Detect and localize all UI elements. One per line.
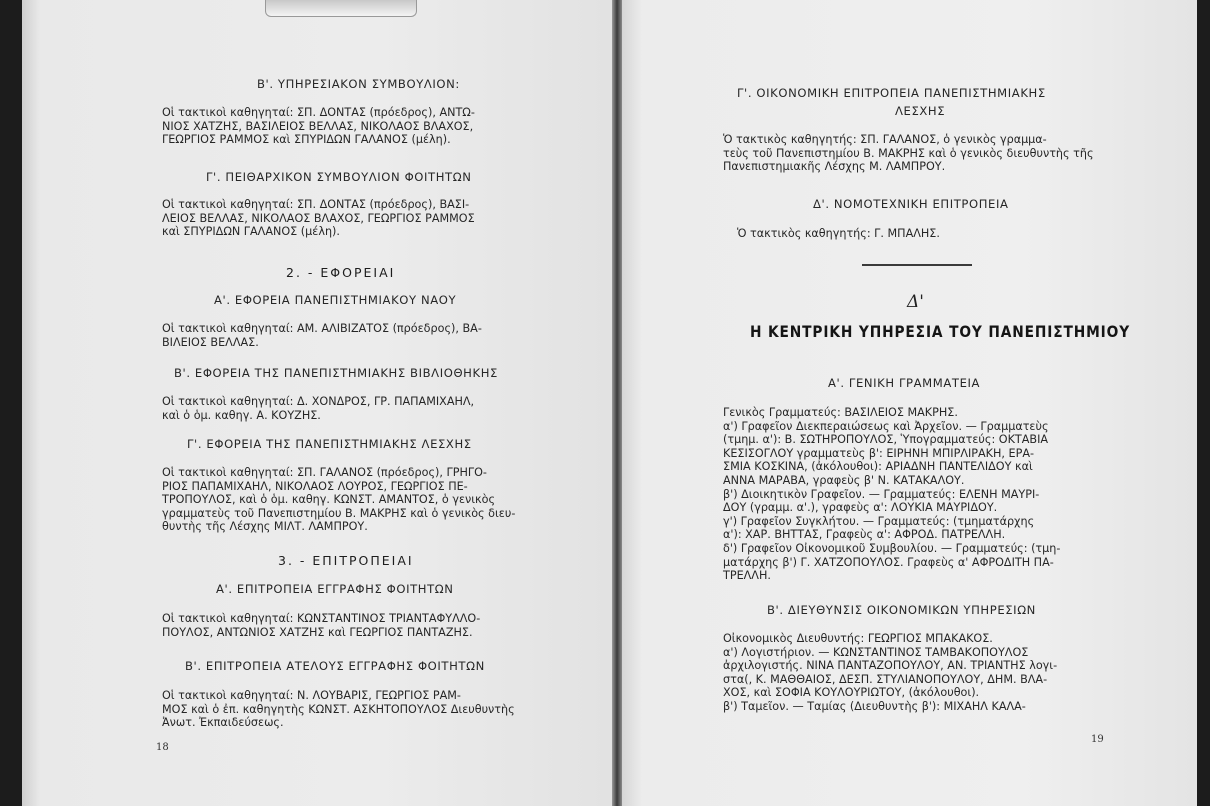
text-line: Οἱ τακτικοὶ καθηγηταί: ΣΠ. ΔΟΝΤΑΣ (πρόεδρος), ΒΑΣΙ- xyxy=(162,198,470,211)
page-number-right: 19 xyxy=(1091,734,1104,745)
section-title-epitropeiai: 3. - ΕΠΙΤΡΟΠΕΙΑΙ xyxy=(278,553,414,568)
text-line: γ') Γραφεῖον Συγκλήτου. — Γραμματεύς: (τμηματάρχης xyxy=(723,514,1035,528)
heading-legislative-committee: Δ'. ΝΟΜΟΤΕΧΝΙΚΗ ΕΠΙΤΡΟΠΕΙΑ xyxy=(813,197,1009,211)
part-title: Η ΚΕΝΤΡΙΚΗ ΥΠΗΡΕΣΙΑ ΤΟΥ ΠΑΝΕΠΙΣΤΗΜΙΟΥ xyxy=(750,322,1131,341)
text-line: ματάρχης β') Γ. ΧΑΤΖΟΠΟΥΛΟΣ. Γραφεὺς α' ΑΦΡΟΔΙΤΗ ΠΑ- xyxy=(723,555,1054,569)
heading-service-council: Β'. ΥΠΗΡΕΣΙΑΚΟΝ ΣΥΜΒΟΥΛΙΟΝ: xyxy=(257,77,460,91)
text-line: Οἱ τακτικοὶ καθηγηταί: ΑΜ. ΑΛΙΒΙΖΑΤΟΣ (πρόεδρος), ΒΑ- xyxy=(162,322,482,335)
heading-general-secretariat: Α'. ΓΕΝΙΚΗ ΓΡΑΜΜΑΤΕΙΑ xyxy=(828,376,981,390)
text-line: δ') Γραφεῖον Οἰκονομικοῦ Συμβουλίου. — Γραμματεύς: (τμη- xyxy=(723,541,1061,555)
heading-student-registration: Α'. ΕΠΙΤΡΟΠΕΙΑ ΕΓΓΡΑΦΗΣ ΦΟΙΤΗΤΩΝ xyxy=(216,582,454,596)
text-line: Οἱ τακτικοὶ καθηγηταί: ΣΠ. ΔΟΝΤΑΣ (πρόεδρος), ΑΝΤΩ- xyxy=(162,106,475,119)
text-line: ΜΟΣ καὶ ὁ ἐπ. καθηγητὴς ΚΩΝΣΤ. ΑΣΚΗΤΟΠΟΥΛΟΣ Διευθυντὴς xyxy=(162,702,515,716)
text-line: ΝΙΟΣ ΧΑΤΖΗΣ, ΒΑΣΙΛΕΙΟΣ ΒΕΛΛΑΣ, ΝΙΚΟΛΑΟΣ ΒΛΑΧΟΣ, xyxy=(162,119,474,133)
book-gutter xyxy=(612,0,622,806)
text-line: ΓΕΩΡΓΙΟΣ ΡΑΜΜΟΣ καὶ ΣΠΥΡΙΔΩΝ ΓΑΛΑΝΟΣ (μέλη). xyxy=(162,133,451,147)
paragraph-library xyxy=(162,395,474,422)
text-line: τεὺς τοῦ Πανεπιστημίου Β. ΜΑΚΡΗΣ καὶ ὁ γενικὸς διευθυντὴς τῆς xyxy=(723,146,1094,160)
heading-partial-registration: Β'. ΕΠΙΤΡΟΠΕΙΑ ΑΤΕΛΟΥΣ ΕΓΓΡΑΦΗΣ ΦΟΙΤΗΤΩΝ xyxy=(185,659,485,673)
text-line: ΑΝΝΑ ΜΑΡΑΒΑ, γραφεὺς β' Ν. ΚΑΤΑΚΑΛΟΥ. xyxy=(723,473,965,487)
page-number-left: 18 xyxy=(156,742,169,753)
paragraph-financial-services xyxy=(723,632,1057,714)
text-line: καὶ ΣΠΥΡΙΔΩΝ ΓΑΛΑΝΟΣ (μέλη). xyxy=(162,225,340,239)
heading-disciplinary-council: Γ'. ΠΕΙΘΑΡΧΙΚΟΝ ΣΥΜΒΟΥΛΙΟΝ ΦΟΙΤΗΤΩΝ xyxy=(206,170,472,184)
text-line: καὶ ὁ ὁμ. καθηγ. Α. ΚΟΥΖΗΣ. xyxy=(162,408,321,422)
text-line: Οἱ τακτικοὶ καθηγηταί: Ν. ΛΟΥΒΑΡΙΣ, ΓΕΩΡΓΙΟΣ ΡΑΜ- xyxy=(162,689,461,702)
text-line: α') Γραφεῖον Διεκπεραιώσεως καὶ Ἀρχεῖον. — Γραμματεὺς xyxy=(723,419,1049,433)
text-line: στα(, Κ. ΜΑΘΘΑΙΟΣ, ΔΕΣΠ. ΣΤΥΛΙΑΝΟΠΟΥΛΟΥ, ΔΗΜ. ΒΛΑ- xyxy=(723,672,1048,686)
section-divider xyxy=(862,264,972,266)
text-line: ΡΙΟΣ ΠΑΠΑΜΙΧΑΗΛ, ΝΙΚΟΛΑΟΣ ΛΟΥΡΟΣ, ΓΕΩΡΓΙΟΣ ΠΕ- xyxy=(162,479,468,493)
text-line: Ἀνωτ. Ἐκπαιδεύσεως. xyxy=(162,716,284,730)
text-line: Οἱ τακτικοὶ καθηγηταί: ΚΩΝΣΤΑΝΤΙΝΟΣ ΤΡΙΑΝΤΑΦΥΛΛΟ- xyxy=(162,612,481,625)
heading-university-church: Α'. ΕΦΟΡΕΙΑ ΠΑΝΕΠΙΣΤΗΜΙΑΚΟΥ ΝΑΟΥ xyxy=(214,293,457,307)
text-line: ΤΡΟΠΟΥΛΟΣ, καὶ ὁ ὁμ. καθηγ. ΚΩΝΣΤ. ΑΜΑΝΤΟΣ, ὁ γενικὸς xyxy=(162,493,496,507)
text-line: α') Λογιστήριον. — ΚΩΝΣΤΑΝΤΙΝΟΣ ΤΑΜΒΑΚΟΠΟΥΛΟΣ xyxy=(723,645,1029,659)
part-letter: Δ' xyxy=(907,292,924,312)
text-line: ΣΜΙΑ ΚΟΣΚΙΝΑ, (ἀκόλουθοι): ΑΡΙΑΔΝΗ ΠΑΝΤΕΛΙΔΟΥ καὶ xyxy=(723,460,1033,474)
text-line: ΔΟΥ (γραμμ. α'.), γραφεὺς α': ΛΟΥΚΙΑ ΜΑΥΡΙΔΟΥ. xyxy=(723,501,998,515)
scan-border-right xyxy=(1197,0,1210,806)
text-line: ΤΡΕΛΛΗ. xyxy=(723,569,771,583)
section-title-eforeiai: 2. - ΕΦΟΡΕΙΑΙ xyxy=(286,265,396,280)
text-line: θυντὴς τῆς Λέσχης ΜΙΛΤ. ΛΑΜΠΡΟΥ. xyxy=(162,520,368,534)
paragraph-student-registration xyxy=(162,612,480,639)
page-clip xyxy=(265,0,417,17)
text-line: ἀρχιλογιστής. ΝΙΝΑ ΠΑΝΤΑΖΟΠΟΥΛΟΥ, ΑΝ. ΤΡΙΑΝΤΗΣ λογι- xyxy=(723,659,1058,673)
heading-economic-committee-cont: ΛΕΣΧΗΣ xyxy=(895,104,946,118)
text-line: β') Διοικητικὸν Γραφεῖον. — Γραμματεύς: ΕΛΕΝΗ ΜΑΥΡΙ- xyxy=(723,487,1040,501)
heading-library: Β'. ΕΦΟΡΕΙΑ ΤΗΣ ΠΑΝΕΠΙΣΤΗΜΙΑΚΗΣ ΒΙΒΛΙΟΘΗΚΗΣ xyxy=(174,366,498,380)
text-line: Γενικὸς Γραμματεύς: ΒΑΣΙΛΕΙΟΣ ΜΑΚΡΗΣ. xyxy=(723,406,958,419)
text-line: Πανεπιστημιακῆς Λέσχης Μ. ΛΑΜΠΡΟΥ. xyxy=(723,160,946,174)
text-line: ΛΕΙΟΣ ΒΕΛΛΑΣ, ΝΙΚΟΛΑΟΣ ΒΛΑΧΟΣ, ΓΕΩΡΓΙΟΣ ΡΑΜΜΟΣ xyxy=(162,211,475,225)
text-line: α'): ΧΑΡ. ΒΗΤΤΑΣ, Γραφεὺς α': ΑΦΡΟΔ. ΠΑΤΡΕΛΛΗ. xyxy=(723,528,1006,542)
heading-economic-committee: Γ'. ΟΙΚΟΝΟΜΙΚΗ ΕΠΙΤΡΟΠΕΙΑ ΠΑΝΕΠΙΣΤΗΜΙΑΚΗΣ xyxy=(737,86,1046,100)
text-line: Οἱ τακτικοὶ καθηγηταί: ΣΠ. ΓΑΛΑΝΟΣ (πρόεδρος), ΓΡΗΓΟ- xyxy=(162,466,487,479)
paragraph-economic-committee xyxy=(723,133,1094,174)
text-line: ΧΟΣ, καὶ ΣΟΦΙΑ ΚΟΥΛΟΥΡΙΩΤΟΥ, (ἀκόλουθοι). xyxy=(723,686,980,700)
paragraph-disciplinary-council xyxy=(162,198,475,239)
heading-financial-services: Β'. ΔΙΕΥΘΥΝΣΙΣ ΟΙΚΟΝΟΜΙΚΩΝ ΥΠΗΡΕΣΙΩΝ xyxy=(767,603,1036,617)
text-line: ΠΟΥΛΟΣ, ΑΝΤΩΝΙΟΣ ΧΑΤΖΗΣ καὶ ΓΕΩΡΓΙΟΣ ΠΑΝΤΑΖΗΣ. xyxy=(162,625,473,639)
heading-university-club: Γ'. ΕΦΟΡΕΙΑ ΤΗΣ ΠΑΝΕΠΙΣΤΗΜΙΑΚΗΣ ΛΕΣΧΗΣ xyxy=(187,437,472,451)
scan-border-left xyxy=(0,0,22,806)
text-line: β') Ταμεῖον. — Ταμίας (Διευθυντὴς β'): ΜΙΧΑΗΛ ΚΑΛΑ- xyxy=(723,699,1026,713)
paragraph-general-secretariat xyxy=(723,406,1060,583)
paragraph-partial-registration xyxy=(162,689,515,730)
paragraph-legislative-committee: Ὁ τακτικὸς καθηγητής: Γ. ΜΠΑΛΗΣ. xyxy=(737,227,940,240)
paragraph-service-council xyxy=(162,106,475,147)
text-line: (τμημ. α'): Β. ΣΩΤΗΡΟΠΟΥΛΟΣ, Ὑπογραμματεύς: ΟΚΤΑΒΙΑ xyxy=(723,433,1049,447)
paragraph-university-club xyxy=(162,466,515,534)
paragraph-university-church xyxy=(162,322,482,349)
text-line: Οἱ τακτικοὶ καθηγηταί: Δ. ΧΟΝΔΡΟΣ, ΓΡ. ΠΑΠΑΜΙΧΑΗΛ, xyxy=(162,395,475,408)
text-line: ΚΕΣΙΣΟΓΛΟΥ γραμματεὺς β': ΕΙΡΗΝΗ ΜΠΙΡΛΙΡΑΚΗ, ΕΡΑ- xyxy=(723,446,1035,460)
text-line: Ὁ τακτικὸς καθηγητής: ΣΠ. ΓΑΛΑΝΟΣ, ὁ γενικὸς γραμμα- xyxy=(723,133,1047,146)
text-line: Οἰκονομικὸς Διευθυντής: ΓΕΩΡΓΙΟΣ ΜΠΑΚΑΚΟΣ. xyxy=(723,632,993,645)
text-line: ΒΙΛΕΙΟΣ ΒΕΛΛΑΣ. xyxy=(162,335,259,349)
text-line: γραμματεὺς τοῦ Πανεπιστημίου Β. ΜΑΚΡΗΣ καὶ ὁ γενικὸς διευ- xyxy=(162,506,516,520)
